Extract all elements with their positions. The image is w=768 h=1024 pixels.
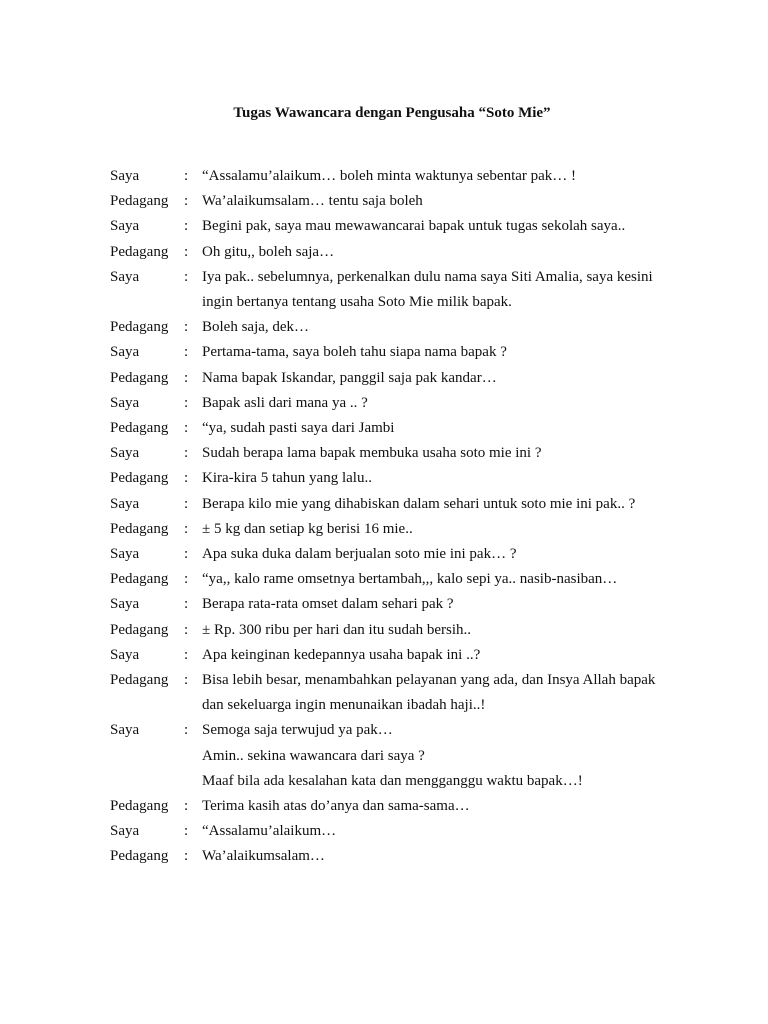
utterance [202,441,710,466]
speaker-label: Saya [110,546,140,563]
speaker-separator: : [184,470,189,487]
speaker-label: Saya [110,168,140,184]
utterance [202,240,710,265]
speaker-separator: : [184,495,189,512]
dialogue-turn [110,844,710,869]
document-title: Tugas Wawancara dengan Pengusaha “Soto Mie” [233,105,551,121]
utterance-line: Iya pak.. sebelumnya, perkenalkan dulu nama saya Siti Amalia, saya kesini [202,268,653,285]
utterance [202,492,710,517]
utterance-line: Maaf bila ada kesalahan kata dan mengganggu waktu bapak…! [202,772,583,789]
utterance-line: Nama bapak Iskandar, panggil saja pak kandar… [202,369,497,386]
utterance [202,466,710,491]
utterance [202,668,710,718]
utterance-line: Sudah berapa lama bapak membuka usaha soto mie ini ? [202,445,542,462]
utterance-line: Bisa lebih besar, menambahkan pelayanan yang ada, dan Insya Allah bapak [202,672,656,689]
utterance-line: “ya,, kalo rame omsetnya bertambah,,, kalo sepi ya.. nasib-nasiban… [202,571,618,588]
speaker-separator: : [184,319,189,336]
speaker-label: Pedagang [110,621,169,638]
speaker-label: Saya [110,394,140,411]
speaker-separator: : [184,798,189,815]
utterance-line: Wa’alaikumsalam… tentu saja boleh [202,193,423,210]
speaker-separator: : [184,520,189,537]
speaker-label: Pedagang [110,193,169,210]
dialogue-turn [110,340,710,365]
utterance-line: ± Rp. 300 ribu per hari dan itu sudah bersih.. [202,621,472,638]
utterance-line: Berapa rata-rata omset dalam sehari pak ? [202,596,454,613]
dialogue-turn [110,441,710,466]
dialogue-turn [110,668,710,718]
speaker-label: Saya [110,445,140,462]
utterance-line: Kira-kira 5 tahun yang lalu.. [202,470,372,487]
speaker-separator: : [184,268,189,285]
speaker-label: Saya [110,218,140,235]
utterance [202,517,710,542]
speaker-separator: : [184,722,189,739]
dialogue-turn [110,643,710,668]
utterance [202,164,710,189]
utterance-line: Berapa kilo mie yang dihabiskan dalam sehari untuk soto mie ini pak.. ? [202,495,636,512]
dialogue-turn [110,517,710,542]
utterance [202,819,710,844]
speaker-separator: : [184,571,189,588]
speaker-label: Pedagang [110,319,169,336]
speaker-label: Saya [110,646,140,663]
speaker-label: Pedagang [110,470,169,487]
speaker-label: Pedagang [110,520,169,537]
utterance [202,265,710,315]
dialogue-turn [110,542,710,567]
utterance [202,592,710,617]
dialogue-turn [110,718,710,794]
speaker-separator: : [184,369,189,386]
utterance-line: Wa’alaikumsalam… [202,848,325,865]
speaker-separator: : [184,218,189,235]
dialogue-turn [110,265,710,315]
utterance-line: “Assalamu’alaikum… [202,823,337,840]
utterance-line: dan sekeluarga ingin menunaikan ibadah haji..! [202,697,486,714]
dialogue-turn [110,240,710,265]
speaker-label: Pedagang [110,369,169,386]
utterance-line: Terima kasih atas do’anya dan sama-sama… [202,798,470,815]
speaker-separator: : [184,546,189,563]
utterance [202,366,710,391]
speaker-separator: : [184,193,189,210]
speaker-label: Pedagang [110,420,169,437]
utterance [202,214,710,239]
dialogue-turn [110,366,710,391]
speaker-separator: : [184,848,189,865]
utterance-line: Bapak asli dari mana ya .. ? [202,394,368,411]
interview-dialogue [110,164,710,870]
utterance-line: Amin.. sekina wawancara dari saya ? [202,747,425,764]
dialogue-turn [110,416,710,441]
speaker-separator: : [184,646,189,663]
speaker-label: Saya [110,344,140,361]
dialogue-turn [110,567,710,592]
dialogue-turn [110,164,710,189]
speaker-label: Pedagang [110,571,169,588]
speaker-separator: : [184,243,189,260]
speaker-separator: : [184,672,189,689]
utterance [202,189,710,214]
speaker-label: Saya [110,268,140,285]
dialogue-turn [110,391,710,416]
dialogue-turn [110,592,710,617]
dialogue-turn [110,189,710,214]
utterance-line: Apa keinginan kedepannya usaha bapak ini ..? [202,646,481,663]
utterance [202,718,710,794]
utterance-line: “Assalamu’alaikum… boleh minta waktunya sebentar pak… ! [202,168,577,184]
utterance-line: ± 5 kg dan setiap kg berisi 16 mie.. [202,520,413,537]
speaker-separator: : [184,394,189,411]
utterance-line: Boleh saja, dek… [202,319,310,336]
utterance [202,618,710,643]
dialogue-turn [110,492,710,517]
dialogue-turn [110,466,710,491]
utterance-line: Oh gitu,, boleh saja… [202,243,335,260]
speaker-label: Saya [110,823,140,840]
utterance [202,315,710,340]
speaker-label: Saya [110,596,140,613]
utterance [202,643,710,668]
utterance [202,844,710,869]
speaker-label: Pedagang [110,672,169,689]
dialogue-turn [110,618,710,643]
utterance-line: Semoga saja terwujud ya pak… [202,722,393,739]
utterance [202,391,710,416]
speaker-separator: : [184,168,189,184]
dialogue-turn [110,214,710,239]
dialogue-turn [110,794,710,819]
speaker-label: Pedagang [110,243,169,260]
utterance-line: ingin bertanya tentang usaha Soto Mie milik bapak. [202,294,512,311]
speaker-separator: : [184,420,189,437]
utterance [202,416,710,441]
speaker-separator: : [184,823,189,840]
utterance-line: “ya, sudah pasti saya dari Jambi [202,420,395,437]
utterance [202,340,710,365]
dialogue-turn [110,819,710,844]
speaker-separator: : [184,596,189,613]
utterance-line: Pertama-tama, saya boleh tahu siapa nama bapak ? [202,344,507,361]
utterance-line: Apa suka duka dalam berjualan soto mie ini pak… ? [202,546,517,563]
speaker-separator: : [184,621,189,638]
speaker-label: Pedagang [110,848,169,865]
utterance [202,794,710,819]
utterance [202,567,710,592]
dialogue-turn [110,315,710,340]
utterance-line: Begini pak, saya mau mewawancarai bapak untuk tugas sekolah saya.. [202,218,626,235]
speaker-separator: : [184,344,189,361]
speaker-label: Saya [110,722,140,739]
speaker-label: Pedagang [110,798,169,815]
speaker-separator: : [184,445,189,462]
utterance [202,542,710,567]
speaker-label: Saya [110,495,140,512]
